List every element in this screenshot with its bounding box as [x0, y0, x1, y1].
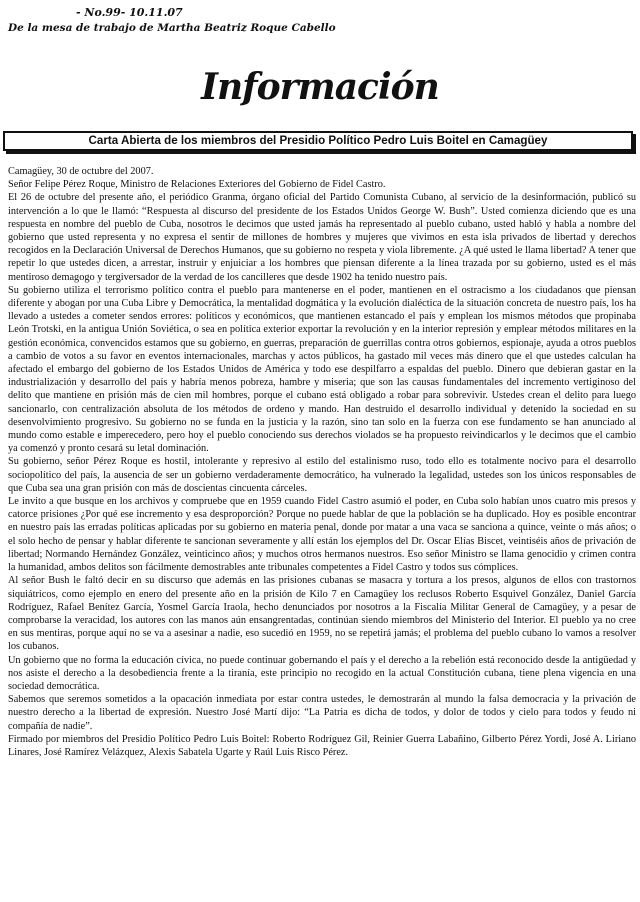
- paragraph: El 26 de octubre del presente año, el periódico Granma, órgano oficial del Partido Comunista Cubano, al servicio de la desinformación, publicó su intervención a lo que le llamó: “Respuesta al discurso del presidente de los Estados Unidos George W. Bush”. Usted comienza diciendo que es una respuesta en nombre del pueblo de Cuba, nosotros le decimos que usted jamás ha representado al pueblo cubano, usted habló y habla a nombre del gobierno que usted representa y no expresa el sentir de millones de hombres y mujeres que vivimos en esta isla privados de libertad y derechos recogidos en la Declaración Universal de Derechos Humanos, que su gobierno no respeta y viola libremente. ¿A qué usted le llama libertad? A tener que repetir lo que ustedes dicen, a arrestar, instruir y enjuiciar a los hombres que piensan diferente a la línea trazada por su gobierno, usted es el más mentiroso demagogo y tergiversador de la verdad de los cancilleres que desde 1902 ha tenido nuestro país.: [8, 192, 636, 283]
- paragraph: Al señor Bush le faltó decir en su discurso que además en las prisiones cubanas se masacra y tortura a los presos, algunos de ellos con trastornos siquiátricos, como ejemplo en enero del presente año en la prisión de Kilo 7 en Camagüey los reclusos Roberto Esquivel González, Daniel García Rodríguez, Rafael Benítez García, Yosmel García Iraola, hecho denunciados por nosotros a la Fiscalía Militar General de Camagüey, y a pesar de comprobarse la veracidad, los autores con las manos aún ensangrentadas, continúan siendo miembros del Ministerio del Interior. El pueblo ya no cree en sus mentiras, porque aquí no se va a asesinar a nadie, eso sucedió en 1959, no se repetirá jamás; el problema del pueblo cubano lo vamos a resolver los cubanos.: [8, 575, 636, 653]
- letter-addressee: Señor Felipe Pérez Roque, Ministro de Relaciones Exteriores del Gobierno de Fidel Castro.: [8, 179, 386, 191]
- bulletin-number: - No.99- 10.11.07: [76, 6, 183, 19]
- paragraph: Le invito a que busque en los archivos y compruebe que en 1959 cuando Fidel Castro asumió el poder, en Cuba solo habían unos cuatro mis presos y catorce prisiones ¿Por qué ese incremento y esa desproporción? Porque no puede hablar de que la población se ha duplicado. Hoy es posible encontrar en nuestro país las erradas políticas aplicadas por su gobierno en materia penal, donde por matar a una vaca se sanciona a quince, veinte o más años; o el solo hecho de pensar y hablar diferente te sancionan severamente y allí están los ejemplos del Dr. Oscar Elías Biscet, veintiséis años de privación de libertad; Normando Hernández González, veinticinco años; y muchos otros hermanos nuestros. Eso señor Ministro se llama genocidio y crimen contra la humanidad, ambos delitos son fácilmente demostrables ante tribunales competentes a Fidel Castro y todos sus cómplices.: [8, 496, 636, 574]
- letter-date: Camagüey, 30 de octubre del 2007.: [8, 166, 154, 177]
- paragraph: Sabemos que seremos sometidos a la opacación inmediata por estar contra ustedes, le demostrarán al mundo la falsa democracia y la privación de nuestro derecho a la libertad de expresión. Nuestro José Martí dijo: “La Patria es dicha de todos, y dolor de todos y cielo para todos y feudo ni compañía de nadie”.: [8, 694, 636, 732]
- paragraph: Su gobierno, señor Pérez Roque es hostil, intolerante y represivo al estilo del estalinismo ruso, todo ello es totalmente nocivo para el desarrollo sociopolítico del país, la ausencia de ser un gobierno verdaderamente democrático, ha vulnerado la legalidad, ustedes son los únicos responsables de que Cuba sea una gran prisión con más de doscientas cincuenta cárceles.: [8, 456, 636, 494]
- paragraph: Su gobierno utiliza el terrorismo político contra el pueblo para mantenerse en el poder, mantienen en el ostracismo a los ciudadanos que piensan diferente y abogan por una Cuba Libre y Democrática, la mentalidad dogmática y la evolución dialéctica de la situación concreta de nuestro país, los ha llevado a ustedes a cometer sendos errores: políticos y económicos, que mantienen estancado el país y emplean los mismos métodos que propinaba León Trotski, en la antigua Unión Soviética, o sea en política exterior exportar la revolución y en la interior represión y emplear métodos militares en la gestión económica, convencidos estamos que su gobierno, en guerras, preparación de guerrillas contra otros gobiernos, espionaje, ayuda a otros pueblos a cambio de votos a su favor en eventos internacionales, marchas y actos públicos, ha gastado mil veces más dinero que el que ustedes calculan ha afectado el embargo del gobierno de los Estados Unidos de América y todo ese despilfarro a espaldas del pueblo. Dinero que debieran gastar en la industrialización y desarrollo del país y habría menos pobreza, hambre y miseria; que son las causas fundamentales del incremento vertiginoso del delito que mantiene en prisión más de cien mil hombres, porque el cubano está obligado a robar para sobrevivir. Ustedes crean el delito para luego sancionarlo, con centralización absoluta de los métodos de ordeno y mando. Han destruido el desarrollo individual y detenido la sociedad en su desenvolvimiento progresivo. Su gobierno no se funda en la justicia y la razón, sino tan solo en la fuerza con ese fundamento se han anunciado al mundo como estable e imperecedero, pero hoy el pueblo conociendo sus derechos violados se ha propuesto reivindicarlos y le decimos que el cambio ya comenzó y pronto cesará su letal dominación.: [8, 284, 636, 455]
- letter-subtitle: Carta Abierta de los miembros del Presidio Político Pedro Luis Boitel en Camagüey: [88, 134, 548, 147]
- letter-body: [8, 165, 636, 759]
- subtitle-box: [3, 131, 633, 151]
- page-title: Información: [201, 66, 439, 108]
- paragraph: Un gobierno que no forma la educación cívica, no puede continuar gobernando el país y el derecho a la rebelión está reconocido desde la antigüedad y nos asiste el derecho a la desobediencia frente a la tiranía, este principio no recogido en la actual Constitución cubana, tiene plena vigencia en una sociedad democrática.: [8, 654, 636, 692]
- signatories: Firmado por miembros del Presidio Político Pedro Luis Boitel: Roberto Rodríguez Gil, Reinier Guerra Labañino, Gilberto Pérez Yordi, José A. Liriano Linares, José Ramírez Velázquez, Alexis Sabatela Ugarte y Raúl Luis Risco Pérez.: [8, 733, 636, 758]
- bulletin-source: De la mesa de trabajo de Martha Beatriz Roque Cabello: [8, 22, 336, 34]
